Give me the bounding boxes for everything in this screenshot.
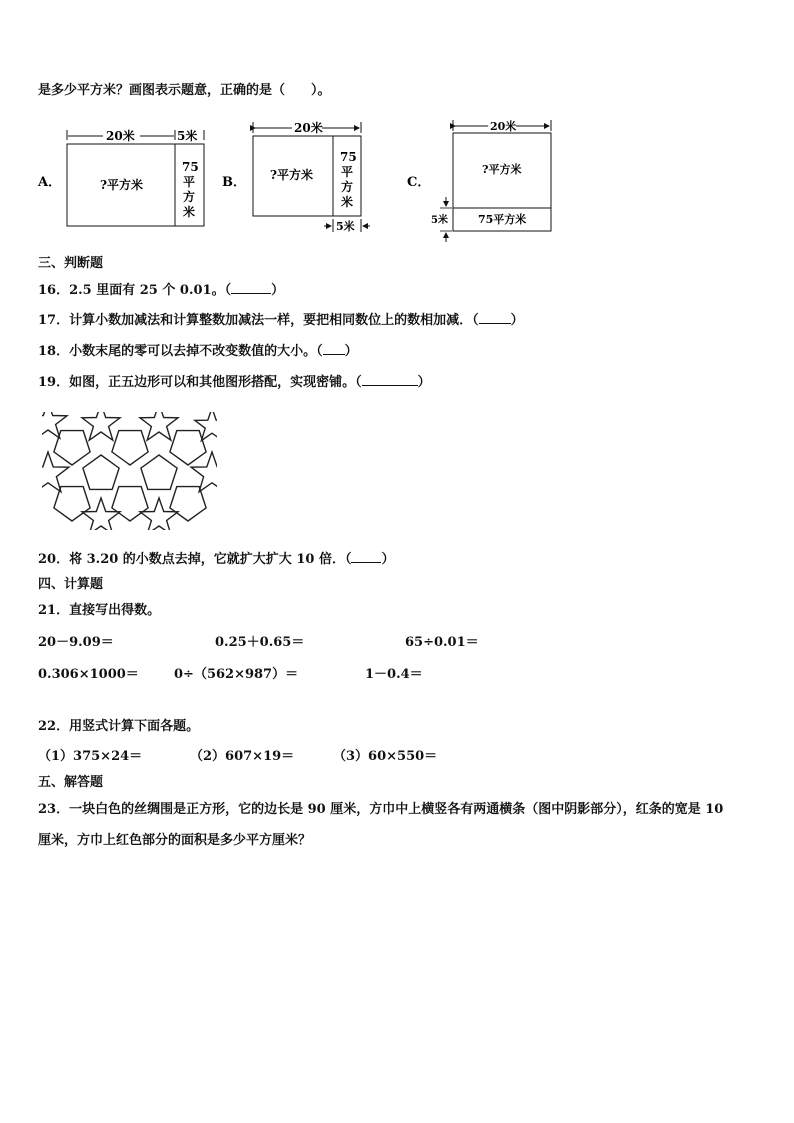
question-19 — [38, 374, 431, 391]
star-tile — [140, 412, 178, 440]
option-b-mi: 米 — [341, 195, 354, 209]
option-b-75: 75 — [340, 150, 357, 164]
question-16-text: 16．2.5 里面有 25 个 0.01。（ — [38, 283, 232, 298]
pentagon-tile — [170, 431, 206, 465]
option-b-dim-5: 5米 — [336, 220, 355, 233]
star-tile — [42, 412, 67, 438]
question-16 — [38, 282, 284, 299]
answer-blank-20[interactable] — [351, 551, 381, 563]
option-b-unknown-area: ?平方米 — [270, 168, 314, 182]
answer-blank-19[interactable] — [362, 374, 418, 386]
question-15-tail: 是多少平方米？画图表示题意，正确的是（ ）。 — [38, 83, 331, 98]
question-20-close: ） — [381, 552, 395, 567]
option-a-label: A． — [38, 175, 62, 190]
answer-blank-16[interactable] — [231, 282, 271, 294]
option-b-dim-20: 20米 — [294, 121, 323, 135]
option-b-fang: 方 — [341, 180, 354, 194]
option-a-75: 75 — [182, 160, 199, 174]
option-a-figure — [67, 128, 204, 226]
option-a-ping: 平 — [183, 175, 196, 189]
star-tile — [82, 498, 120, 530]
answer-blank-18[interactable] — [323, 343, 345, 355]
calc-item-1: 20－9.09＝ — [38, 635, 114, 650]
vertical-calc-item-2: （2）607×19＝ — [190, 749, 295, 764]
pentagon-tile — [54, 487, 90, 521]
question-19-close: ） — [417, 375, 431, 390]
pentagon-tile — [83, 455, 119, 489]
question-20 — [38, 551, 394, 568]
question-19-text: 19．如图，正五边形可以和其他图形搭配，实现密铺。（ — [38, 375, 362, 390]
option-a-dim-20: 20米 — [106, 129, 135, 143]
section-4-heading: 四、计算题 — [38, 577, 104, 592]
option-c-unknown-area: ?平方米 — [482, 163, 522, 176]
answer-blank-17[interactable] — [479, 312, 511, 324]
question-22-title: 22．用竖式计算下面各题。 — [38, 719, 200, 734]
option-b-label: B． — [222, 175, 246, 190]
option-c-label: C． — [407, 175, 431, 190]
option-c-figure — [431, 119, 551, 242]
option-a-unknown-area: ?平方米 — [100, 178, 144, 192]
option-c-known-area: 75平方米 — [478, 213, 527, 226]
pentagon-tessellation-figure — [42, 412, 217, 530]
pentagon-tile — [112, 431, 148, 465]
star-tile — [140, 498, 178, 530]
option-c-dim-20: 20米 — [490, 120, 517, 133]
section-3-heading: 三、判断题 — [38, 256, 104, 271]
question-23-line-1: 23．一块白色的丝绸围是正方形，它的边长是 90 厘米，方巾中上横竖各有两通横条（图中阴影部分），红条的宽是 10 — [38, 802, 724, 817]
question-18 — [38, 343, 358, 360]
star-tile — [82, 412, 120, 440]
option-b-ping: 平 — [341, 165, 354, 179]
question-17 — [38, 312, 524, 329]
question-17-text: 17．计算小数加减法和计算整数加减法一样，要把相同数位上的数相加减．（ — [38, 313, 479, 328]
pentagon-tile — [141, 455, 177, 489]
calc-item-2: 0.25＋0.65＝ — [215, 635, 305, 650]
vertical-calc-item-1: （1）375×24＝ — [38, 749, 143, 764]
calc-item-5: 0÷（562×987）＝ — [174, 667, 299, 682]
pentagon-tile — [170, 487, 206, 521]
option-b-figure — [253, 120, 370, 233]
question-18-text: 18．小数末尾的零可以去掉不改变数值的大小。（ — [38, 344, 323, 359]
option-a-dim-5: 5米 — [177, 129, 198, 143]
calc-item-4: 0.306×1000＝ — [38, 667, 139, 682]
question-23-line-2: 厘米，方巾上红色部分的面积是多少平方厘米？ — [38, 833, 312, 848]
calc-item-6: 1－0.4＝ — [365, 667, 423, 682]
vertical-calc-item-3: （3）60×550＝ — [333, 749, 438, 764]
calc-item-3: 65÷0.01＝ — [405, 635, 479, 650]
star-tile — [195, 412, 217, 441]
pentagon-tile — [112, 487, 148, 521]
option-c-dim-5: 5米 — [431, 215, 448, 226]
question-16-close: ） — [271, 283, 285, 298]
question-17-close: ） — [510, 313, 524, 328]
option-a-mi: 米 — [183, 205, 196, 219]
options-figure — [0, 0, 794, 260]
star-tile — [42, 452, 69, 492]
question-18-close: ） — [344, 344, 358, 359]
star-tile — [191, 452, 217, 492]
question-20-text: 20．将 3.20 的小数点去掉，它就扩大扩大 10 倍．（ — [38, 552, 352, 567]
section-5-heading: 五、解答题 — [38, 775, 104, 790]
option-a-fang: 方 — [183, 190, 196, 204]
question-21-title: 21．直接写出得数。 — [38, 603, 161, 618]
